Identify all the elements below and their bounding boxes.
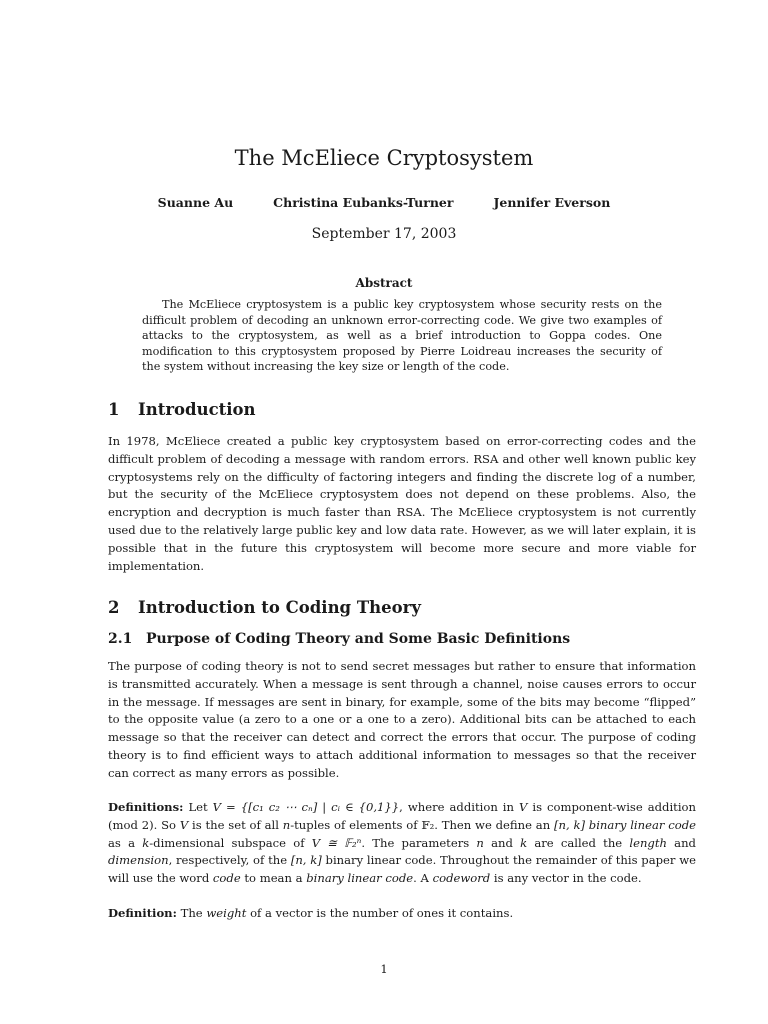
- definition-text: -tuples of elements of 𝔽₂. Then we define an: [290, 817, 554, 832]
- section-title: Introduction to Coding Theory: [138, 598, 421, 617]
- term-codeword: codeword: [432, 871, 491, 886]
- subsection-heading-purpose: [108, 631, 570, 647]
- definition-text: is the set of all: [188, 817, 283, 832]
- definition-text: of a vector is the number of ones it contains.: [246, 906, 514, 920]
- definition-text: and: [483, 835, 521, 850]
- definition-label: Definition:: [108, 906, 177, 920]
- math-symbol: n: [476, 835, 484, 850]
- paper-date: September 17, 2003: [311, 226, 457, 242]
- definition-text: Let: [188, 800, 213, 814]
- weight-definition-paragraph: [108, 905, 696, 923]
- definition-text: and: [666, 835, 696, 850]
- definitions-paragraph: [108, 799, 696, 888]
- author-name: Jennifer Everson: [493, 195, 611, 210]
- paper-title: The McEliece Cryptosystem: [234, 146, 534, 170]
- term-code: code: [212, 871, 241, 886]
- math-symbol: n: [282, 817, 291, 832]
- definition-text: , where addition in: [399, 800, 519, 814]
- definition-text: , respectively, of the: [168, 853, 291, 868]
- definition-text: . The parameters: [361, 835, 477, 850]
- term-weight: weight: [206, 906, 247, 920]
- term-binary-linear-code: binary linear code: [585, 817, 696, 832]
- set-definition: V = {[c₁ c₂ ⋯ cₙ] | cᵢ ∈ {0,1}}: [212, 800, 400, 814]
- abstract-text: The McEliece cryptosystem is a public key cryptosystem whose security rests on the difficult problem of decoding an unknown error-correcting code. We give two examples of attacks to the cryptosystem, as well as a brief introduction to Goppa codes. One modification to this cryptosystem proposed by Pierre Loidreau increases the security of the system without increasing the key size or length of the code.: [142, 298, 662, 374]
- math-symbol: k: [520, 835, 528, 850]
- author-name: Suanne Au: [157, 195, 234, 210]
- term-binary-linear-code: binary linear code: [306, 871, 414, 886]
- section-number: 1: [108, 400, 120, 419]
- definition-text: to mean a: [240, 871, 307, 886]
- coding-theory-paragraph: The purpose of coding theory is not to send secret messages but rather to ensure that information is transmitted accurately. When a message is sent through a channel, noise causes errors to occur in the message. If messages are sent in binary, for example, some of the bits may become “flipped” to the opposite value (a zero to a one or a one to a zero). Additional bits can be attached to each message so that the receiver can detect and correct the errors that occur. The purpose of coding theory is to find efficient ways to attach additional information to messages so that the receiver can correct as many errors as possible.: [108, 659, 696, 780]
- math-symbol: V: [179, 817, 189, 832]
- term-dimension: dimension: [108, 853, 169, 868]
- abstract-heading: Abstract: [355, 276, 413, 290]
- section-heading-introduction: [108, 400, 256, 419]
- definition-text: is component-wise addition (mod 2). So: [108, 800, 696, 832]
- math-symbol: k: [142, 835, 150, 850]
- math-symbol: V: [518, 800, 528, 814]
- definition-text: binary linear code. Throughout the remainder of this paper we will use the word: [108, 853, 696, 886]
- definitions-label: Definitions:: [108, 800, 184, 814]
- definition-text: -dimensional subspace of: [149, 835, 312, 850]
- section-number: 2: [108, 598, 120, 617]
- subsection-number: 2.1: [108, 631, 133, 647]
- definition-text: . A: [413, 871, 433, 886]
- definition-text: is any vector in the code.: [490, 871, 642, 886]
- section-title: Introduction: [138, 400, 256, 419]
- subsection-title: Purpose of Coding Theory and Some Basic Definitions: [146, 631, 571, 647]
- definition-text: are called the: [527, 835, 630, 850]
- introduction-paragraph: In 1978, McEliece created a public key cryptosystem based on error-correcting codes and the difficult problem of decoding a message with random errors. RSA and other well known public key cryptosystems rely on the difficulty of factoring integers and finding the discrete log of a number, but the security of the McEliece cryptosystem does not depend on these problems. Also, the encryption and decryption is much faster than RSA. The McEliece cryptosystem is not currently used due to the relatively large public key and low data rate. However, as we will later explain, it is possible that in the future this cryptosystem will become more secure and more viable for implementation.: [108, 434, 696, 573]
- author-name: Christina Eubanks-Turner: [273, 195, 454, 210]
- definition-text: as a: [108, 835, 143, 850]
- math-symbol: [n, k]: [553, 817, 585, 832]
- math-symbol: [n, k]: [290, 853, 322, 868]
- author-list: [0, 195, 768, 210]
- page-number: 1: [380, 962, 388, 976]
- math-symbol: V ≅ 𝔽₂ⁿ: [311, 835, 362, 850]
- definition-text: The: [176, 906, 207, 920]
- term-length: length: [629, 835, 667, 850]
- section-heading-coding-theory: [108, 598, 421, 617]
